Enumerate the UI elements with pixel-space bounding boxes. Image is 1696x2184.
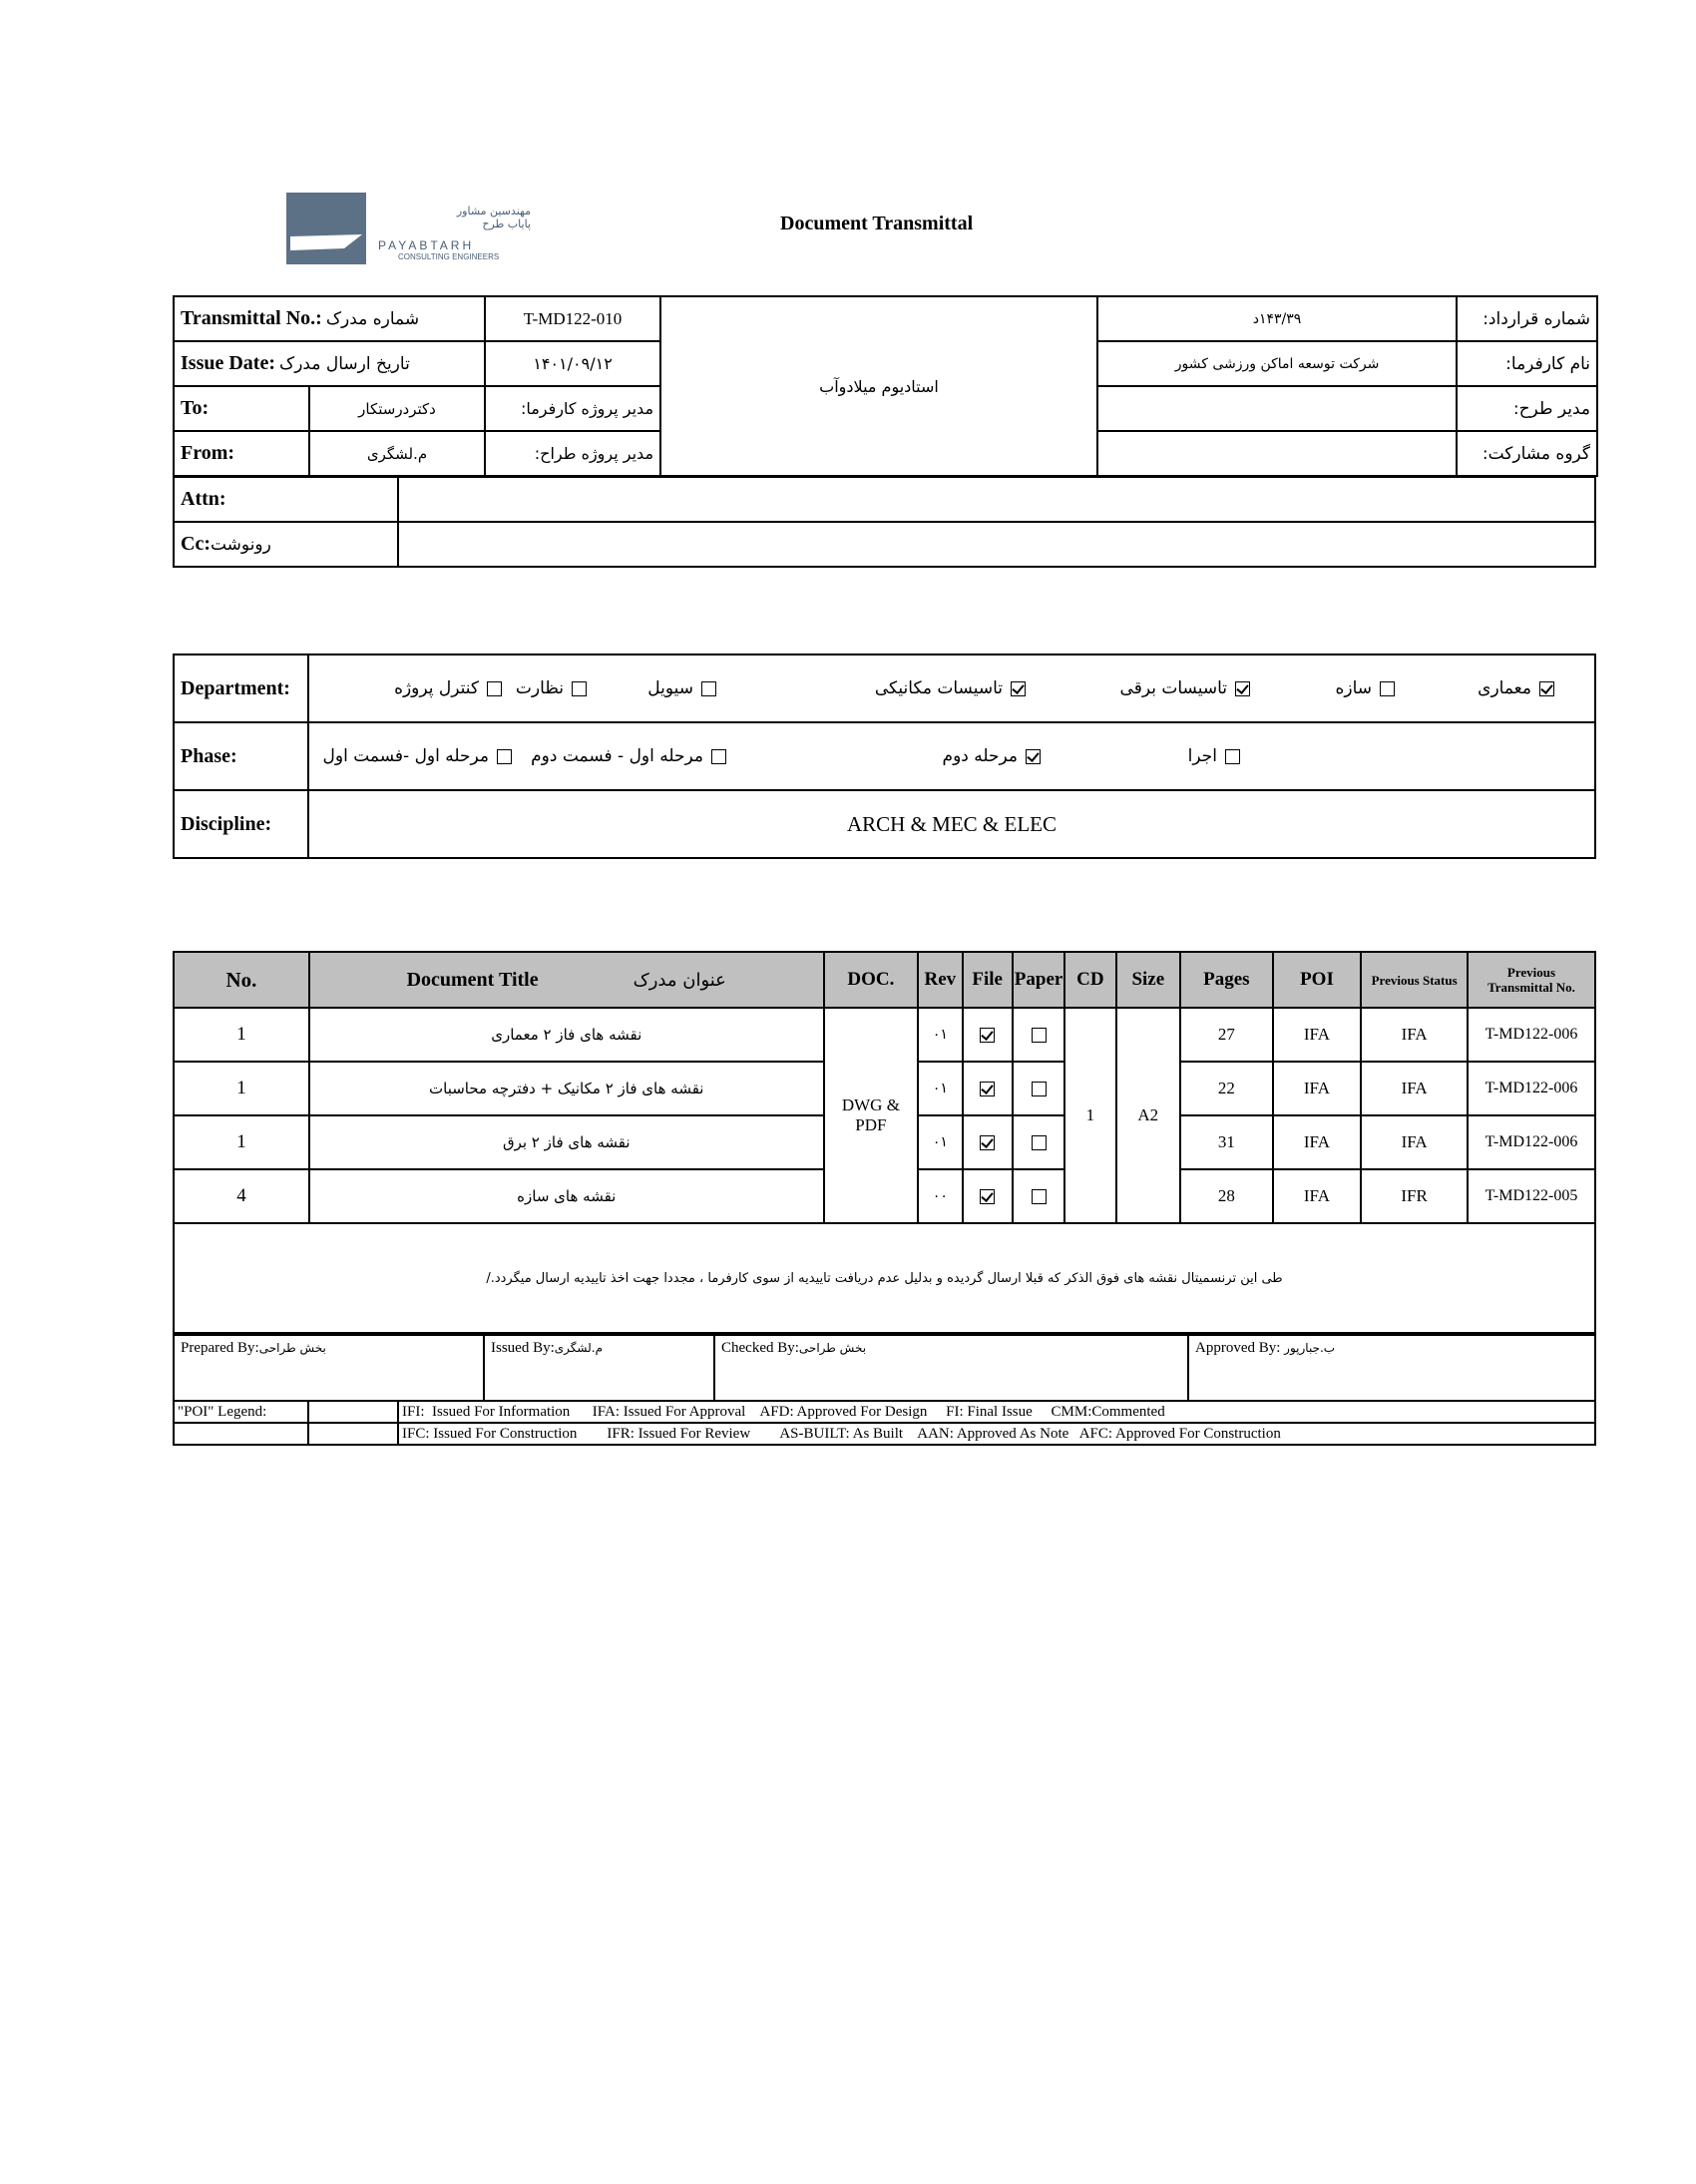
row-paper-cell [1013, 1008, 1064, 1062]
phase-options [308, 722, 1595, 790]
issued-value: م.لشگری [554, 1341, 603, 1355]
department-option-label: سیویل [647, 678, 693, 698]
to-value: دکتردرستکار [309, 386, 485, 431]
col-no: No. [174, 952, 309, 1008]
cc-value [398, 522, 1595, 567]
department-checkbox-5[interactable] [572, 681, 587, 696]
row-paper-cell [1013, 1062, 1064, 1115]
row-pages: 22 [1180, 1062, 1273, 1115]
employer-label: نام کارفرما: [1457, 341, 1597, 386]
legend-table [173, 1400, 1596, 1446]
col-poi: POI [1273, 952, 1362, 1008]
phase-checkbox-2[interactable] [711, 749, 726, 764]
row-paper-cell [1013, 1169, 1064, 1223]
row-prev-no: T-MD122-006 [1468, 1115, 1595, 1169]
attn-cc-table [173, 476, 1596, 568]
approved-by [1188, 1335, 1595, 1401]
row-prev-no: T-MD122-005 [1468, 1169, 1595, 1223]
department-option-1[interactable] [1327, 678, 1395, 698]
row-title: نقشه های فاز ۲ برق [309, 1115, 824, 1169]
legend-line-2: IFC: Issued For Construction IFR: Issued For Review AS-BUILT: As Built AAN: Approved As Note AFC: Approved For Construction [398, 1423, 1595, 1445]
department-label: Department: [174, 655, 308, 722]
row-rev: ۰۱ [918, 1062, 962, 1115]
row-no: 1 [174, 1115, 309, 1169]
approved-value: ب.جبارپور [1284, 1341, 1336, 1355]
row-paper-checkbox[interactable] [1032, 1028, 1047, 1043]
phase-option-label: اجرا [1187, 746, 1217, 766]
phase-option-label: مرحله اول - فسمت دوم [531, 746, 703, 766]
phase-option-label: مرحله دوم [942, 746, 1018, 766]
col-title-fa: عنوان مدرک [633, 969, 726, 991]
row-file-checkbox[interactable] [980, 1135, 995, 1150]
discipline-value: ARCH & MEC & ELEC [308, 790, 1595, 858]
row-prev-no: T-MD122-006 [1468, 1062, 1595, 1115]
transmittal-no-label: Transmittal No.: [181, 307, 322, 329]
row-file-checkbox[interactable] [980, 1028, 995, 1043]
row-paper-checkbox[interactable] [1032, 1135, 1047, 1150]
row-poi: IFA [1273, 1062, 1362, 1115]
department-checkbox-6[interactable] [487, 681, 502, 696]
prepared-label: Prepared By: [181, 1340, 259, 1356]
department-option-label: معماری [1478, 678, 1531, 698]
page-title: Document Transmittal [780, 213, 974, 234]
issued-label: Issued By: [491, 1340, 555, 1356]
department-checkbox-0[interactable] [1539, 681, 1554, 696]
phase-option-3[interactable] [315, 746, 512, 766]
issue-date-fa: تاریخ ارسال مدرک [279, 354, 410, 374]
row-title: نقشه های فاز ۲ معماری [309, 1008, 824, 1062]
checked-label: Checked By: [721, 1340, 799, 1356]
cc-label: Cc: [181, 533, 211, 555]
department-option-0[interactable] [1470, 678, 1554, 698]
row-prev-status: IFR [1361, 1169, 1468, 1223]
col-prev-status: Previous Status [1361, 952, 1468, 1008]
design-manager-value [1097, 386, 1457, 431]
issue-date-label-cell [174, 341, 485, 386]
department-option-3[interactable] [867, 678, 1026, 698]
department-option-2[interactable] [1112, 678, 1250, 698]
col-cd: CD [1064, 952, 1115, 1008]
transmittal-note: طی این ترنسمیتال نقشه های فوق الذکر که قبلا ارسال گردیده و بدلیل عدم دریافت تاییدیه از سوی کارفرما ، مجددا جهت اخذ تاییدیه ارسال میگردد./ [174, 1223, 1595, 1333]
logo-en-text: PAYABTARH [378, 238, 475, 252]
department-option-5[interactable] [508, 678, 587, 698]
transmittal-no-label-cell [174, 296, 485, 341]
row-prev-status: IFA [1361, 1008, 1468, 1062]
signature-table [173, 1334, 1596, 1402]
row-rev: ۰۱ [918, 1008, 962, 1062]
project-name: استادیوم میلادوآب [660, 296, 1097, 476]
prepared-value: بخش طراحی [258, 1341, 326, 1355]
department-checkbox-4[interactable] [701, 681, 716, 696]
row-title: نقشه های فاز ۲ مکانیک + دفترچه محاسبات [309, 1062, 824, 1115]
department-option-label: تاسیسات مکانیکی [874, 678, 1003, 698]
row-file-cell [963, 1062, 1013, 1115]
row-no: 1 [174, 1062, 309, 1115]
contract-no-value: ۱۴۳/۳۹د [1097, 296, 1457, 341]
col-prev-no: Previous Transmittal No. [1468, 952, 1595, 1008]
from-label: From: [174, 431, 309, 476]
discipline-label: Discipline: [174, 790, 308, 858]
approved-label: Approved By: [1195, 1340, 1281, 1356]
doc-type: DWG & PDF [824, 1008, 919, 1223]
department-checkbox-1[interactable] [1380, 681, 1395, 696]
department-option-6[interactable] [386, 678, 502, 698]
checked-by [714, 1335, 1188, 1401]
design-manager-label: مدیر طرح: [1457, 386, 1597, 431]
cc-label-cell [174, 522, 398, 567]
prepared-by [174, 1335, 484, 1401]
cd-count: 1 [1064, 1008, 1115, 1223]
from-value: م.لشگری [309, 431, 485, 476]
phase-option-1[interactable] [935, 746, 1041, 766]
paper-size: A2 [1116, 1008, 1180, 1223]
row-rev: ۰۰ [918, 1169, 962, 1223]
row-prev-status: IFA [1361, 1115, 1468, 1169]
legend-line-1: IFI: Issued For Information IFA: Issued For Approval AFD: Approved For Design FI: Final Issue CMM:Commented [398, 1401, 1595, 1423]
header-table [173, 295, 1598, 477]
row-file-cell [963, 1169, 1013, 1223]
col-rev: Rev [918, 952, 962, 1008]
classification-table [173, 654, 1596, 859]
partnership-value [1097, 431, 1457, 476]
logo-mark-icon [286, 193, 366, 264]
department-option-label: سازه [1335, 678, 1372, 698]
department-option-label: کنترل پروژه [394, 678, 479, 698]
row-paper-checkbox[interactable] [1032, 1189, 1047, 1204]
documents-table [173, 951, 1596, 1334]
row-pages: 31 [1180, 1115, 1273, 1169]
row-title: نقشه های سازه [309, 1169, 824, 1223]
company-logo [286, 193, 536, 264]
logo-fa-text: مهندسین مشاور پایاب طرح [456, 205, 531, 230]
row-poi: IFA [1273, 1115, 1362, 1169]
department-option-label: تاسیسات برقی [1119, 678, 1227, 698]
row-file-cell [963, 1008, 1013, 1062]
phase-option-2[interactable] [523, 746, 726, 766]
from-role: مدیر پروژه طراح: [485, 431, 660, 476]
row-file-checkbox[interactable] [980, 1082, 995, 1096]
row-no: 4 [174, 1169, 309, 1223]
legend-label: "POI" Legend: [174, 1401, 308, 1423]
phase-checkbox-0[interactable] [1225, 749, 1240, 764]
col-paper: Paper [1013, 952, 1064, 1008]
row-file-checkbox[interactable] [980, 1189, 995, 1204]
phase-checkbox-3[interactable] [497, 749, 512, 764]
row-prev-status: IFA [1361, 1062, 1468, 1115]
row-pages: 28 [1180, 1169, 1273, 1223]
to-label: To: [174, 386, 309, 431]
row-paper-checkbox[interactable] [1032, 1082, 1047, 1096]
row-poi: IFA [1273, 1169, 1362, 1223]
col-title-en: Document Title [406, 968, 539, 991]
col-doc: DOC. [824, 952, 919, 1008]
issue-date-label: Issue Date: [181, 352, 275, 374]
department-option-label: نظارت [515, 678, 564, 698]
row-prev-no: T-MD122-006 [1468, 1008, 1595, 1062]
to-role: مدیر پروژه کارفرما: [485, 386, 660, 431]
checked-value: بخش طراحی [798, 1341, 867, 1355]
legend-spacer [308, 1401, 398, 1423]
row-no: 1 [174, 1008, 309, 1062]
col-title [309, 952, 824, 1008]
row-pages: 27 [1180, 1008, 1273, 1062]
contract-no-label: شماره قرارداد: [1457, 296, 1597, 341]
transmittal-no-value: T-MD122-010 [485, 296, 660, 341]
issue-date-value: ۱۴۰۱/۰۹/۱۲ [485, 341, 660, 386]
phase-checkbox-1[interactable] [1026, 749, 1041, 764]
col-size: Size [1116, 952, 1180, 1008]
table-row [174, 1008, 1595, 1062]
logo-en-sub: CONSULTING ENGINEERS [398, 252, 500, 261]
employer-value: شرکت توسعه اماکن ورزشی کشور [1097, 341, 1457, 386]
row-file-cell [963, 1115, 1013, 1169]
col-pages: Pages [1180, 952, 1273, 1008]
cc-fa: رونوشت [210, 535, 271, 555]
phase-option-0[interactable] [1180, 746, 1240, 766]
issued-by [484, 1335, 714, 1401]
row-rev: ۰۱ [918, 1115, 962, 1169]
attn-label: Attn: [174, 477, 398, 522]
department-option-4[interactable] [639, 678, 716, 698]
attn-value [398, 477, 1595, 522]
legend-spacer [308, 1423, 398, 1445]
legend-empty [174, 1423, 308, 1445]
partnership-label: گروه مشارکت: [1457, 431, 1597, 476]
row-paper-cell [1013, 1115, 1064, 1169]
phase-option-label: مرحله اول -فسمت اول [322, 746, 489, 766]
department-checkbox-3[interactable] [1011, 681, 1026, 696]
transmittal-no-fa: شماره مدرک [325, 309, 420, 329]
department-options [308, 655, 1595, 722]
department-checkbox-2[interactable] [1235, 681, 1250, 696]
col-file: File [963, 952, 1013, 1008]
phase-label: Phase: [174, 722, 308, 790]
row-poi: IFA [1273, 1008, 1362, 1062]
